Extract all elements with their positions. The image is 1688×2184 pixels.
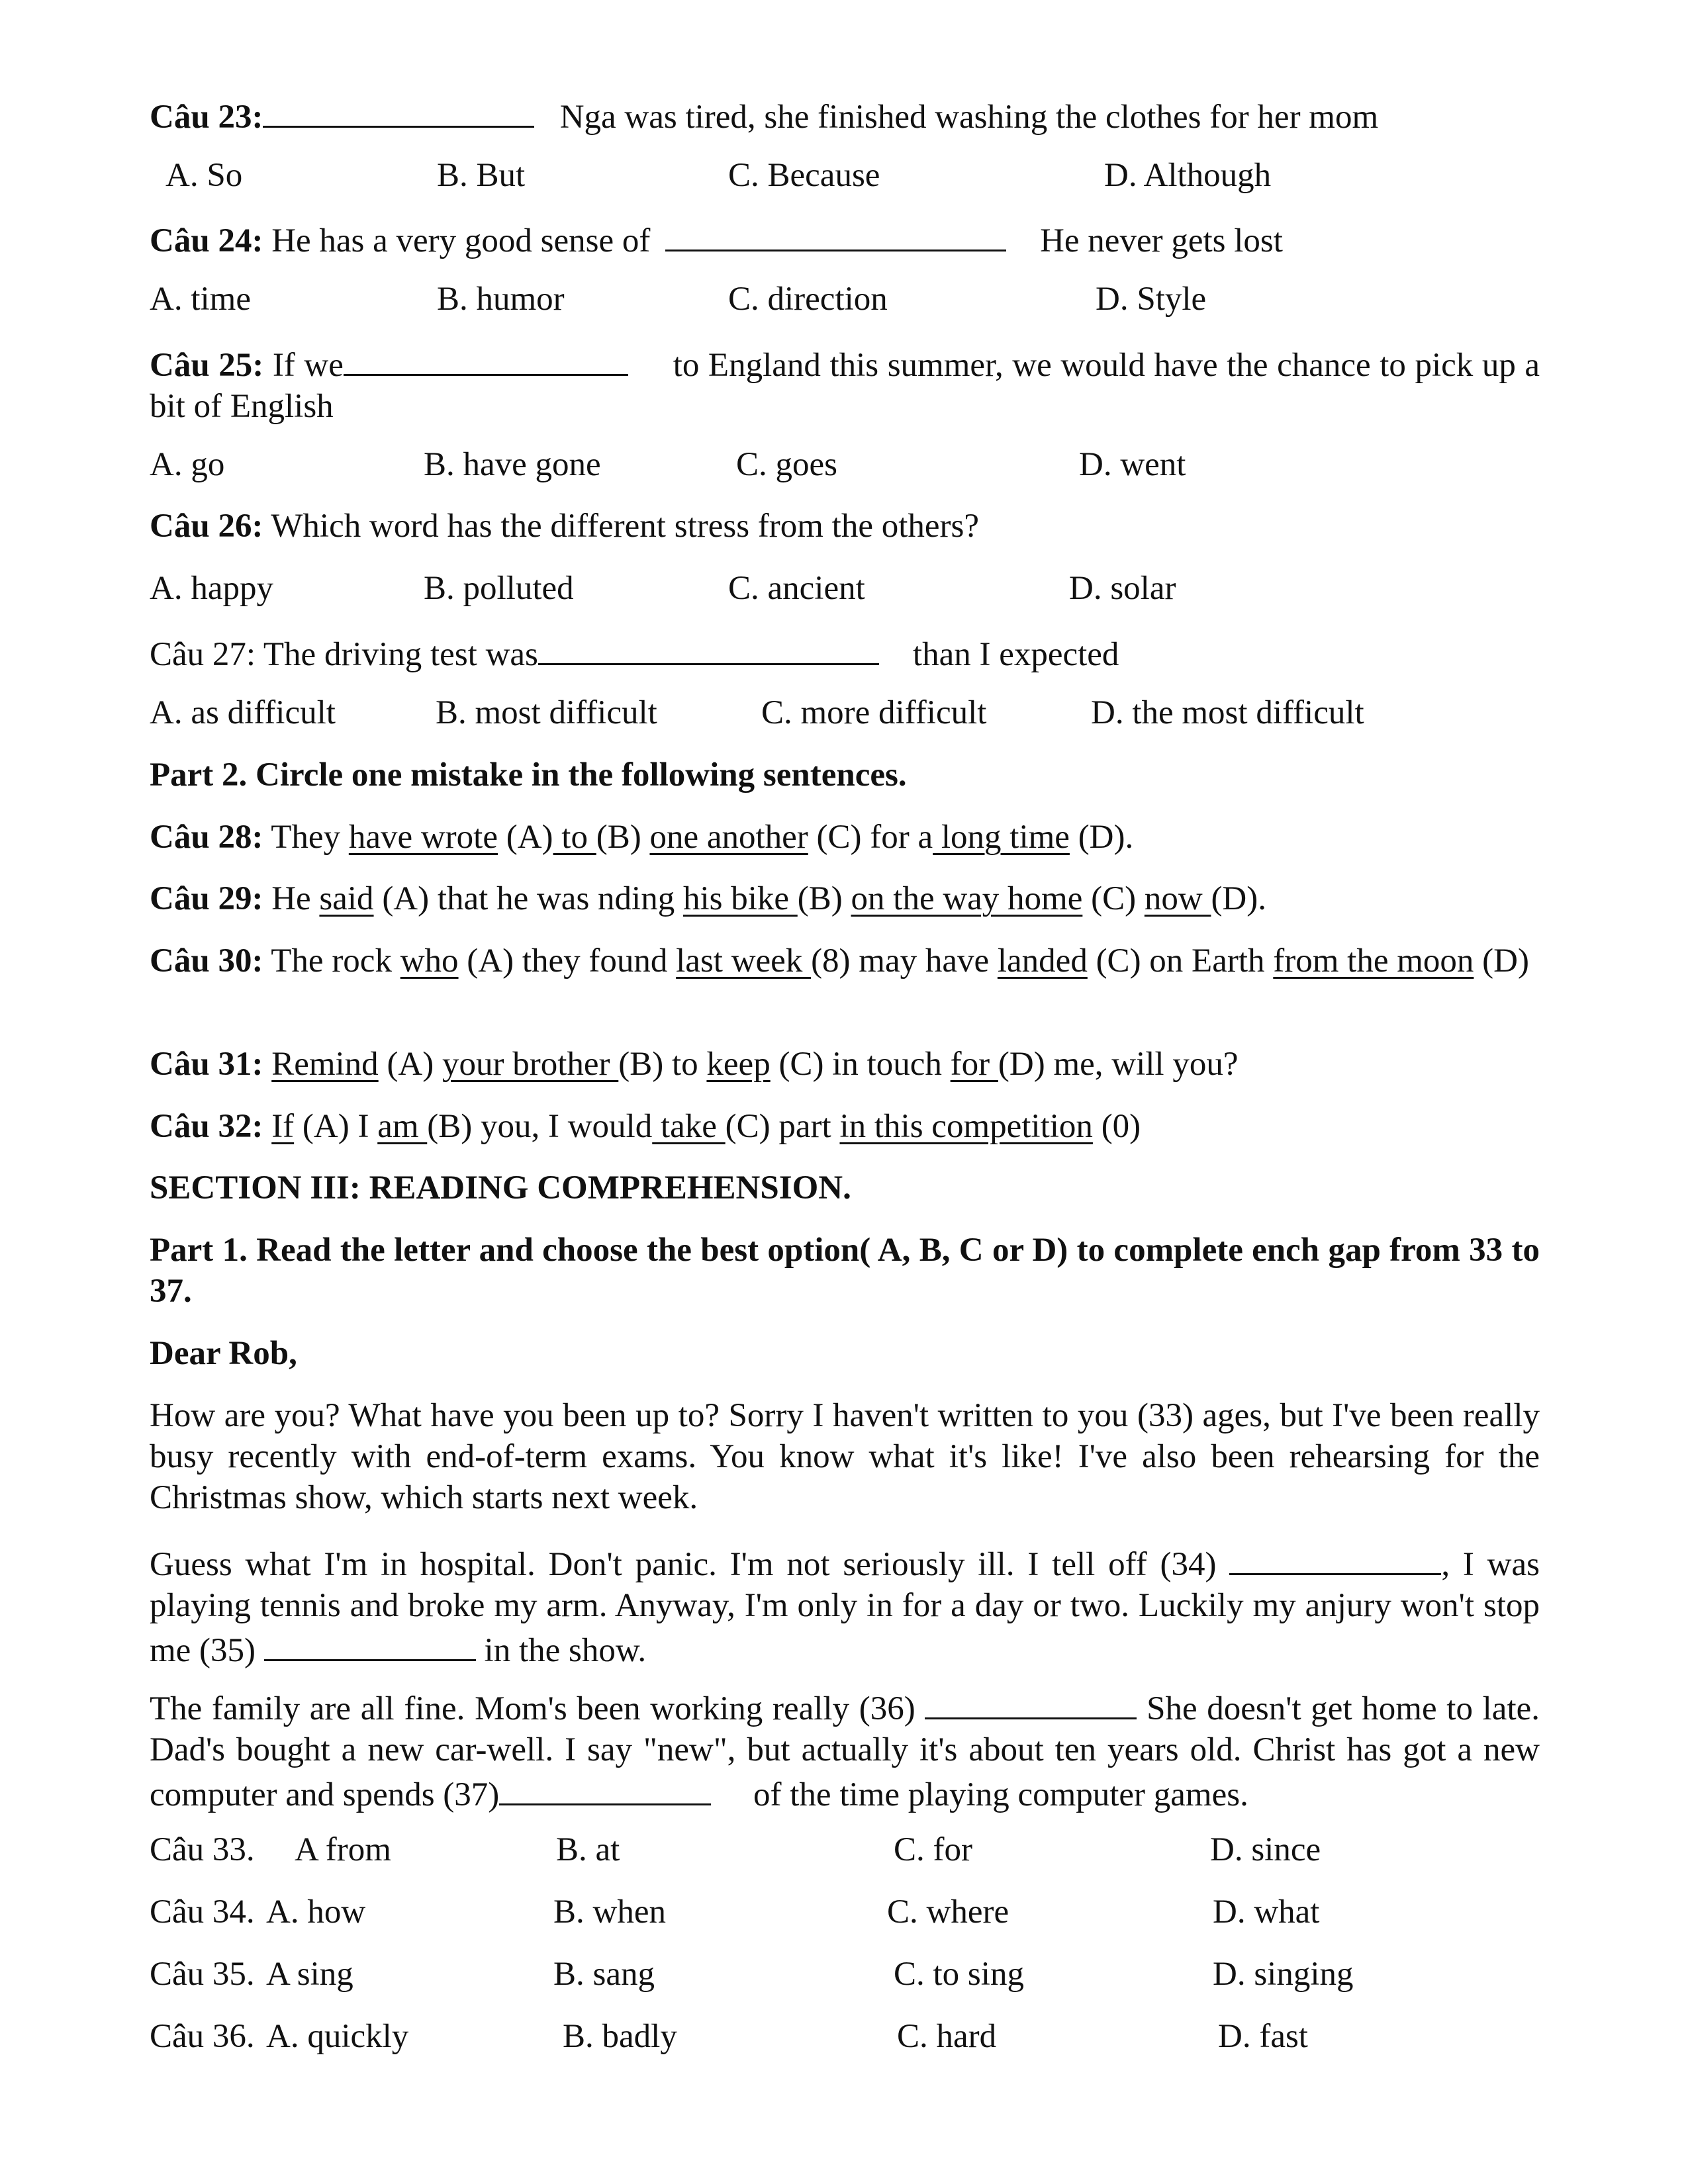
q32-label: Câu 32:	[150, 1108, 263, 1145]
underlined-segment: one another	[649, 819, 808, 856]
underlined-segment: who	[400, 942, 459, 979]
q26-text: Which word has the different stress from the others?	[271, 508, 980, 545]
underlined-segment: Remind	[271, 1046, 379, 1083]
q25-label: Câu 25:	[150, 347, 264, 384]
letter-salutation: Dear Rob,	[150, 1335, 297, 1372]
q26-stem	[150, 506, 979, 547]
underlined-segment: his bike	[682, 880, 798, 917]
underlined-segment: am	[377, 1108, 428, 1145]
q29-sentence: Câu 29: He said (A) that he was nding his bike (B) on the way home (C) now (D).	[150, 880, 1266, 917]
answer-blank	[263, 93, 534, 128]
q30-label: Câu 30:	[150, 942, 263, 979]
q31-sentence: Câu 31: Remind (A) your brother (B) to keep (C) in touch for (D) me, will you?	[150, 1046, 1239, 1083]
option-d: D. Style	[1096, 281, 1207, 318]
q24-stem	[150, 216, 1283, 261]
underlined-segment: your brother	[442, 1046, 619, 1083]
underlined-segment: keep	[706, 1046, 771, 1083]
underlined-segment: last week	[676, 942, 812, 979]
option-a: A. happy	[150, 570, 273, 607]
answer-blank	[264, 1626, 476, 1661]
underlined-segment: take	[652, 1108, 726, 1145]
answer-blank	[665, 216, 1006, 251]
q26-label: Câu 26:	[150, 508, 263, 545]
q31-label: Câu 31:	[150, 1046, 263, 1083]
option-b: B. sang	[553, 1956, 655, 1993]
option-d: D. solar	[1069, 570, 1176, 607]
underlined-segment: to	[553, 819, 596, 856]
letter-paragraph-2: Guess what I'm in hospital. Don't panic. I'm not seriously ill. I tell off (34) , I was playing tennis and broke my arm. Anyway, I'm only in for a day or two. Luckily my anjury won't stop me (35) in the show.	[150, 1540, 1540, 1671]
q28-sentence: Câu 28: They have wrote (A) to (B) one another (C) for a long time (D).	[150, 819, 1134, 856]
option-a: A. So	[165, 157, 243, 194]
letter-paragraph-3: The family are all fine. Mom's been working really (36) She doesn't get home to late. Dad's bought a new car-well. I say "new", but actually it's about ten years old. Christ has got a new computer and spends (37) of the time playing computer games.	[150, 1684, 1540, 1815]
option-b: B. at	[556, 1831, 620, 1868]
option-a: A from	[295, 1831, 391, 1868]
option-c: C. where	[887, 1893, 1009, 1931]
q32-sentence: Câu 32: If (A) I am (B) you, I would take (C) part in this competition (0)	[150, 1108, 1141, 1145]
option-d: D. since	[1210, 1831, 1321, 1868]
underlined-segment: from the moon	[1273, 942, 1474, 979]
option-c: C. goes	[736, 446, 837, 483]
answer-blank	[499, 1770, 711, 1805]
option-b: B. have gone	[424, 446, 601, 483]
letter-paragraph-1: How are you? What have you been up to? Sorry I haven't written to you (33) ages, but I've been really busy recently with end-of-term exams. You know what it's like! I've also been rehearsing for the Christmas show, which starts next week.	[150, 1397, 1540, 1516]
option-d: D. Although	[1104, 157, 1272, 194]
q27-text-after: than I expected	[912, 636, 1119, 673]
option-a: A. go	[150, 446, 225, 483]
q30-sentence: Câu 30: The rock who (A) they found last week (8) may have landed (C) on Earth from the moon (D)	[150, 942, 1529, 979]
section3-heading: SECTION III: READING COMPREHENSION.	[150, 1169, 851, 1206]
option-a: A. time	[150, 281, 251, 318]
option-b: B. humor	[437, 281, 565, 318]
q27-text-before: Câu 27: The driving test was	[150, 636, 538, 673]
q33-label: Câu 33.	[150, 1831, 255, 1868]
option-c: C. ancient	[728, 570, 865, 607]
underlined-segment: long time	[933, 819, 1070, 856]
answer-blank	[1229, 1540, 1441, 1575]
underlined-segment: If	[271, 1108, 295, 1145]
option-d: D. went	[1079, 446, 1186, 483]
q34-label: Câu 34.	[150, 1893, 255, 1931]
underlined-segment: landed	[997, 942, 1088, 979]
q27-stem	[150, 630, 1119, 675]
q23-label: Câu 23:	[150, 99, 263, 136]
option-b: B. badly	[563, 2018, 677, 2055]
q25-text-before: If we	[272, 347, 344, 384]
q24-text-after: He never gets lost	[1040, 222, 1283, 259]
option-c: C. more difficult	[761, 694, 987, 731]
answer-blank	[925, 1684, 1137, 1719]
underlined-segment: now	[1144, 880, 1211, 917]
option-b: B. most difficult	[436, 694, 657, 731]
option-d: D. what	[1213, 1893, 1320, 1931]
q25-stem	[150, 341, 1540, 427]
option-a: A. how	[266, 1893, 366, 1931]
option-b: B. when	[553, 1893, 666, 1931]
answer-blank	[538, 630, 879, 665]
q36-label: Câu 36.	[150, 2018, 255, 2055]
option-c: C. direction	[728, 281, 888, 318]
part2-heading: Part 2. Circle one mistake in the following sentences.	[150, 756, 907, 794]
q24-label: Câu 24:	[150, 222, 263, 259]
option-a: A. quickly	[266, 2018, 409, 2055]
option-d: D. the most difficult	[1091, 694, 1364, 731]
option-b: B. But	[437, 157, 526, 194]
q23-stem	[150, 93, 1378, 138]
q25-text-after: to England this summer, we would have the chance to pick up a bit of English	[150, 347, 1540, 425]
underlined-segment: for	[950, 1046, 998, 1083]
option-b: B. polluted	[424, 570, 574, 607]
q29-label: Câu 29:	[150, 880, 263, 917]
option-a: A sing	[266, 1956, 353, 1993]
option-c: C. for	[894, 1831, 972, 1868]
q28-label: Câu 28:	[150, 819, 263, 856]
underlined-segment: on the way home	[851, 880, 1083, 917]
option-c: C. to sing	[894, 1956, 1024, 1993]
underlined-segment: have wrote	[348, 819, 498, 856]
q35-label: Câu 35.	[150, 1956, 255, 1993]
part1-heading: Part 1. Read the letter and choose the best option( A, B, C or D) to complete ench gap from 33 to 37.	[150, 1232, 1540, 1310]
option-c: C. hard	[897, 2018, 997, 2055]
option-d: D. fast	[1218, 2018, 1308, 2055]
option-a: A. as difficult	[150, 694, 336, 731]
underlined-segment: said	[319, 880, 374, 917]
q23-text: Nga was tired, she finished washing the clothes for her mom	[559, 99, 1379, 136]
option-c: C. Because	[728, 157, 880, 194]
option-d: D. singing	[1213, 1956, 1354, 1993]
underlined-segment: in this competition	[839, 1108, 1093, 1145]
answer-blank	[344, 341, 628, 376]
q24-text-before: He has a very good sense of	[271, 222, 651, 259]
